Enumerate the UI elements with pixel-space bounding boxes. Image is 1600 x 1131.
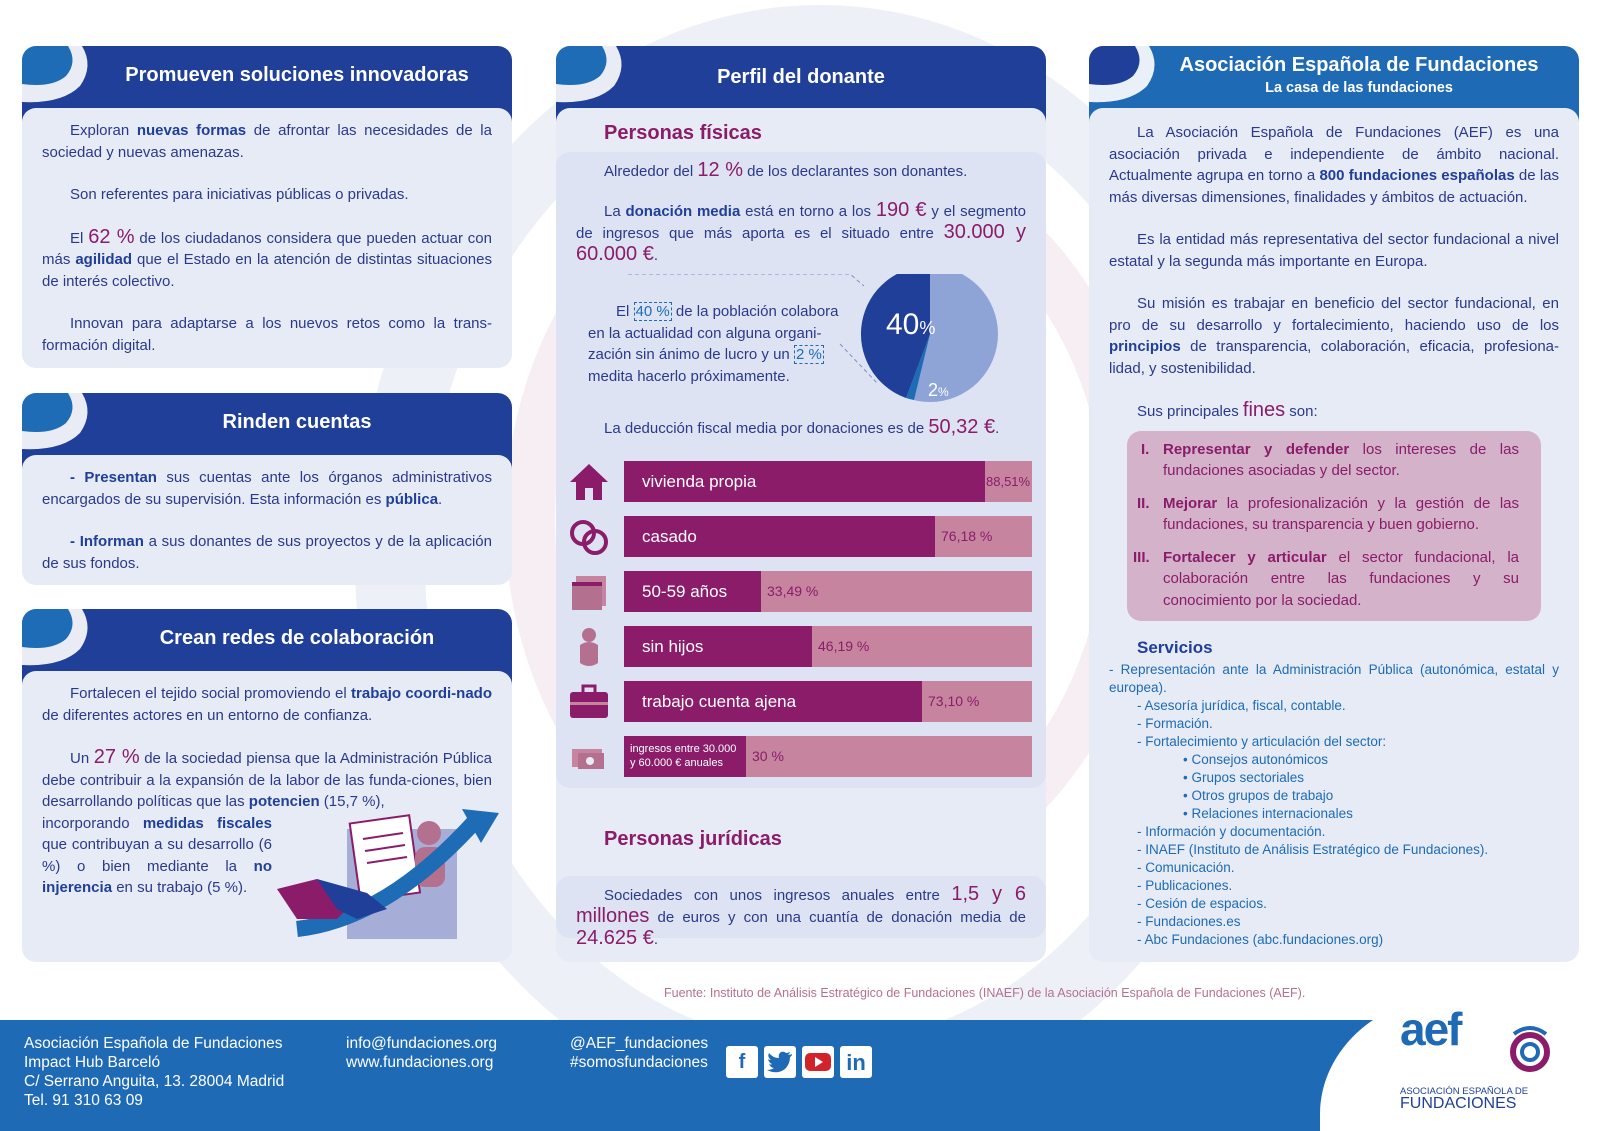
juridicas-text: Sociedades con unos ingresos anuales entre 1,5 y 6 millones de euros y con una cuantía de donación media de 24.625 €. [576,883,1026,949]
fisicas-s1: Alrededor del 12 % de los declarantes son donantes. [604,159,968,181]
panel-rinden-title: Rinden cuentas [222,411,372,433]
servicio-item[interactable]: - Abc Fundaciones (abc.fundaciones.org) [1137,931,1384,947]
bar-label: 50-59 años [642,582,728,601]
footer-org: Asociación Española de Fundaciones [24,1035,283,1052]
fin-item: III. Fortalecer y articular el sector fundacional, la colaboración entre las fundaciones y su conocimiento por la sociedad. [1133,548,1520,609]
innov-p1: Exploran nuevas formas de afrontar las necesidades de la sociedad y nuevas amenazas. [42,122,492,161]
bar-value: 30 % [752,748,784,764]
aef-p2: Es la entidad más representativa del sector fundacional a nivel estatal y la segunda más importante en Europa. [1109,231,1559,270]
bar-label: casado [642,527,697,546]
footer [0,1003,1600,1131]
aef-logo-sub1: ASOCIACIÓN ESPAÑOLA DE [1400,1086,1529,1097]
donor-pie-chart [628,274,1028,414]
footer-handle-link[interactable]: @AEF_fundaciones [570,1035,709,1052]
aef-p1: La Asociación Española de Fundaciones (AEF) es una asociación privada e independiente de ámbito nacional. Actualmente agrupa en torno a 800 fundaciones españolas de las más diversas dimensiones, finalidades y ámbitos de actuación. [1109,124,1559,206]
bar-label: vivienda propia [642,472,757,491]
twitter-icon[interactable] [764,1046,796,1078]
servicio-item: - Cesión de espacios. [1137,895,1267,911]
linkedin-icon[interactable]: in [840,1046,872,1078]
redes-p2: Un 27 % de la sociedad piensa que la Administración Pública debe contribuir a la expansión de la labor de las funda-ciones, bien desarrollando políticas que las potencien (15,7 %), [42,746,492,810]
panel-aef-body [1089,108,1579,962]
servicio-item: - Comunicación. [1137,859,1235,875]
panel-innovadoras-title: Promueven soluciones innovadoras [125,64,469,86]
pct-2-box: 2 % [795,346,822,363]
bar-value: 33,49 % [767,583,819,599]
person-icon [566,626,612,667]
footer-hashtag: #somosfundaciones [570,1054,708,1071]
rings-icon [566,516,612,557]
panel-perfil-donante [556,46,1046,962]
bar-label: ingresos entre 30.000 y 60.000 € anuales [630,743,737,769]
servicio-item: - Asesoría jurídica, fiscal, contable. [1137,697,1346,713]
servicio-item: • Consejos autonómicos [1183,751,1329,767]
facebook-icon[interactable]: f [726,1046,758,1078]
footer-contact [346,1034,497,1072]
servicio-item: - Publicaciones. [1137,877,1233,893]
servicio-item: • Otros grupos de trabajo [1183,787,1334,803]
fisicas-s2: La donación media está en torno a los 190 € y el segmento de ingresos que más aporta es el situado entre 30.000 y 60.000 €. [576,199,1026,265]
bar-value: 76,18 % [941,528,993,544]
aef-logo-sub2: FUNDACIONES [1400,1095,1517,1112]
bar-value: 88,51% [986,474,1031,489]
panel-innovadoras-body [22,108,512,368]
servicio-item: • Grupos sectoriales [1183,769,1305,785]
redes-p1: Fortalecen el tejido social promoviendo el trabajo coordi-nado de diferentes actores en un entorno de confianza. [42,685,492,724]
footer-addr1: Impact Hub Barceló [24,1054,161,1071]
panel-perfil-title: Perfil del donante [717,66,885,88]
servicio-item: - Formación. [1137,715,1213,731]
footer-tel: Tel. 91 310 63 09 [24,1092,143,1109]
footer-address [24,1034,284,1110]
fisicas-s3: El 40 % de la población colabora en la actualidad con alguna organi-zación sin ánimo de lucro y un 2 % medita hacerlo próximamente. [588,303,839,385]
fin-item: I. Representar y defender los intereses de las fundaciones asociadas y del sector. [1141,440,1519,479]
bar-row [562,461,1042,502]
fin-item: II. Mejorar la profesionalización y la gestión de las fundaciones, su transparencia y buen gobierno. [1137,494,1519,533]
servicio-item: • Relaciones internacionales [1183,805,1353,821]
panel-rinden [22,393,512,585]
innov-p2: Son referentes para iniciativas públicas o privadas. [70,186,409,203]
servicio-item: - Representación ante la Administración Pública (autonómica, estatal y europea). [1109,661,1559,695]
footer-addr2: C/ Serrano Anguita, 13. 28004 Madrid [24,1073,285,1090]
bar-value: 73,10 % [928,693,980,709]
servicio-item: - INAEF (Instituto de Análisis Estratégico de Fundaciones). [1137,841,1489,857]
bar-label: sin hijos [642,637,704,656]
pie-label-40: 40% [886,308,936,341]
bar-row [562,571,1042,612]
aef-p4: Sus principales fines son: [1137,399,1318,421]
panel-aef-title: Asociación Española de Fundaciones [1179,54,1539,76]
bar-value: 46,19 % [818,638,870,654]
calendar-icon [566,571,612,612]
bar-label: trabajo cuenta ajena [642,692,797,711]
panel-redes [22,609,512,962]
bar-row [562,681,1042,722]
pct-40-box: 40 % [635,303,670,320]
house-icon [566,461,612,502]
bar-row [562,626,1042,667]
bar-row [562,736,1042,777]
juridicas-title: Personas jurídicas [604,828,782,850]
source-note: Fuente: Instituto de Análisis Estratégico de Fundaciones (INAEF) de la Asociación Española de Fundaciones (AEF). [664,986,1306,1000]
fines-box [1127,431,1541,622]
panel-aef-subtitle: La casa de las fundaciones [1265,80,1453,96]
rinden-p1: - Presentan sus cuentas ante los órganos administrativos encargados de su supervisión. Esta información es pública. [42,469,492,508]
innov-p4: Innovan para adaptarse a los nuevos retos como la trans-formación digital. [42,315,492,354]
footer-social-text [570,1034,708,1072]
fisicas-title: Personas físicas [604,122,762,144]
pie-label-2: 2% [928,380,949,400]
donor-bars [562,461,1042,791]
panel-innovadoras [22,46,512,368]
rinden-p2: - Informan a sus donantes de sus proyectos y de la aplicación de sus fondos. [42,533,492,572]
aef-logo-mark-icon [1508,1024,1552,1080]
servicio-item: - Fortalecimiento y articulación del sector: [1137,733,1387,749]
panel-redes-title: Crean redes de colaboración [159,627,435,649]
servicios-list [1109,661,1559,949]
panel-rinden-body [22,455,512,585]
servicio-item: - Información y documentación. [1137,823,1326,839]
footer-email-link[interactable]: info@fundaciones.org [346,1035,498,1052]
aef-logo-text: aef [1400,1003,1461,1055]
footer-web-link[interactable]: www.fundaciones.org [346,1054,494,1071]
briefcase-icon [566,681,612,722]
servicio-item[interactable]: - Fundaciones.es [1137,913,1241,929]
innov-p3: El 62 % de los ciudadanos considera que pueden actuar con más agilidad que el Estado en la atención de distintas situaciones de interés colectivo. [42,225,492,290]
bar-row [562,516,1042,557]
fisicas-s4: La deducción fiscal media por donaciones es de 50,32 €. [604,416,1000,438]
fisicas-text [576,160,1026,266]
handshake-growth-illustration [277,809,502,954]
aef-p3: Su misión es trabajar en beneficio del sector fundacional, en pro de su desarrollo y fortalecimiento, haciendo uso de los principios de transparencia, colaboración, eficacia, profesiona-lidad, y sostenibilidad. [1109,295,1559,377]
youtube-icon[interactable] [802,1046,834,1078]
servicios-title: Servicios [1137,638,1213,657]
cash-icon [566,736,612,777]
panel-aef [1089,46,1579,962]
redes-p3: incorporando medidas fiscales que contribuyan a su desarrollo (6 %) o bien mediante la no injerencia en su trabajo (5 %). [42,814,272,896]
